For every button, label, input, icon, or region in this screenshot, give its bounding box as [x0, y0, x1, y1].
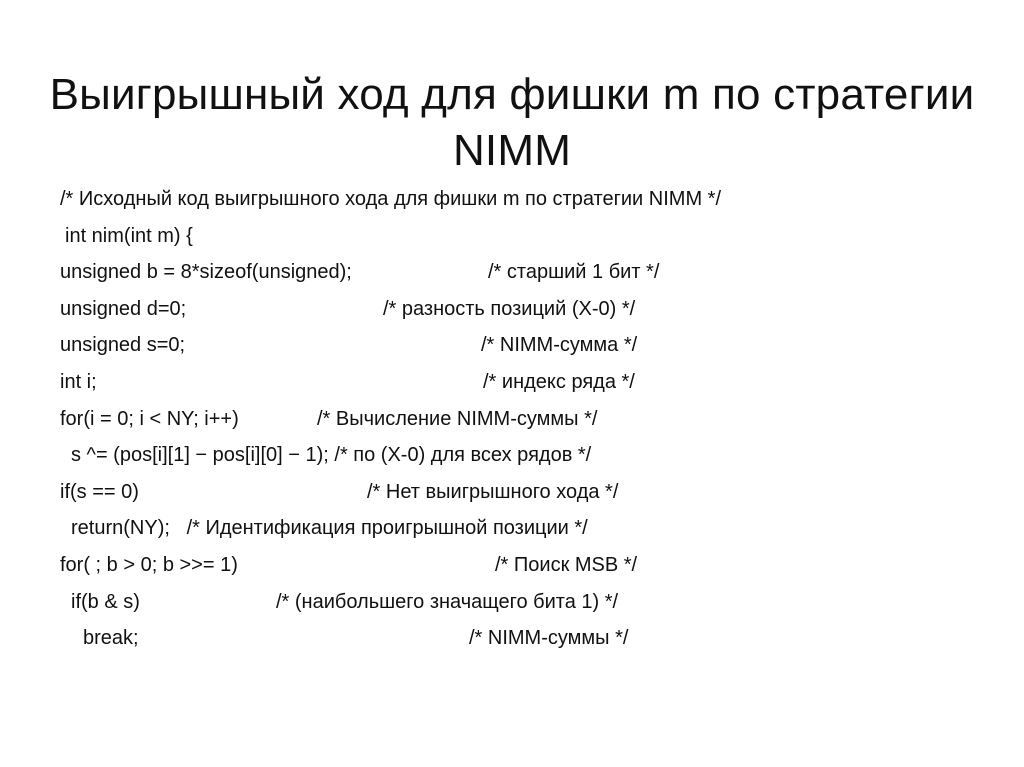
code-line [0, 254, 1024, 291]
code-text: if(s == 0) [60, 480, 139, 503]
code-line [0, 510, 1024, 547]
code-line [0, 327, 1024, 364]
code-text: unsigned d=0; [60, 297, 187, 320]
code-comment: /* Нет выигрышного хода */ [367, 480, 619, 503]
code-comment: /* старший 1 бит */ [488, 261, 660, 284]
code-line [0, 291, 1024, 328]
slide-title [40, 67, 984, 179]
code-comment: /* индекс ряда */ [483, 370, 635, 393]
code-line [0, 474, 1024, 511]
code-line [0, 437, 1024, 474]
code-comment: /* Вычисление NIMM-суммы */ [317, 407, 598, 430]
code-line [0, 181, 1024, 218]
code-comment: /* (наибольшего значащего бита 1) */ [276, 590, 619, 613]
code-comment: /* Поиск MSB */ [495, 553, 638, 576]
code-text: return(NY); /* Идентификация проигрышной позиции */ [71, 517, 588, 540]
code-text: break; [83, 627, 139, 650]
code-line [0, 364, 1024, 401]
code-line [0, 547, 1024, 584]
code-line [0, 584, 1024, 621]
code-comment: /* разность позиций (X-0) */ [383, 297, 636, 320]
code-text: s ^= (pos[i][1] − pos[i][0] − 1); /* по (X-0) для всех рядов */ [71, 444, 592, 467]
code-comment: /* NIMM-сумма */ [481, 334, 638, 357]
code-text: unsigned s=0; [60, 334, 186, 357]
code-text: /* Исходный код выигрышного хода для фишки m по стратегии NIMM */ [60, 188, 721, 210]
code-text: for( ; b > 0; b >>= 1) [60, 553, 238, 576]
code-line [0, 401, 1024, 438]
code-text: if(b & s) [71, 590, 140, 613]
code-text: for(i = 0; i < NY; i++) [60, 407, 239, 430]
code-text: int i; [60, 370, 97, 393]
slide-title-line-1: Выигрышный ход для фишки m по стратегии [49, 70, 975, 120]
code-comment: /* NIMM-суммы */ [469, 627, 629, 650]
code-line [0, 218, 1024, 255]
slide-title-line-2: NIMM [452, 126, 572, 176]
code-listing [0, 181, 1024, 657]
code-text: int nim(int m) { [65, 224, 193, 247]
code-text: unsigned b = 8*sizeof(unsigned); [60, 261, 352, 284]
code-line [0, 620, 1024, 657]
